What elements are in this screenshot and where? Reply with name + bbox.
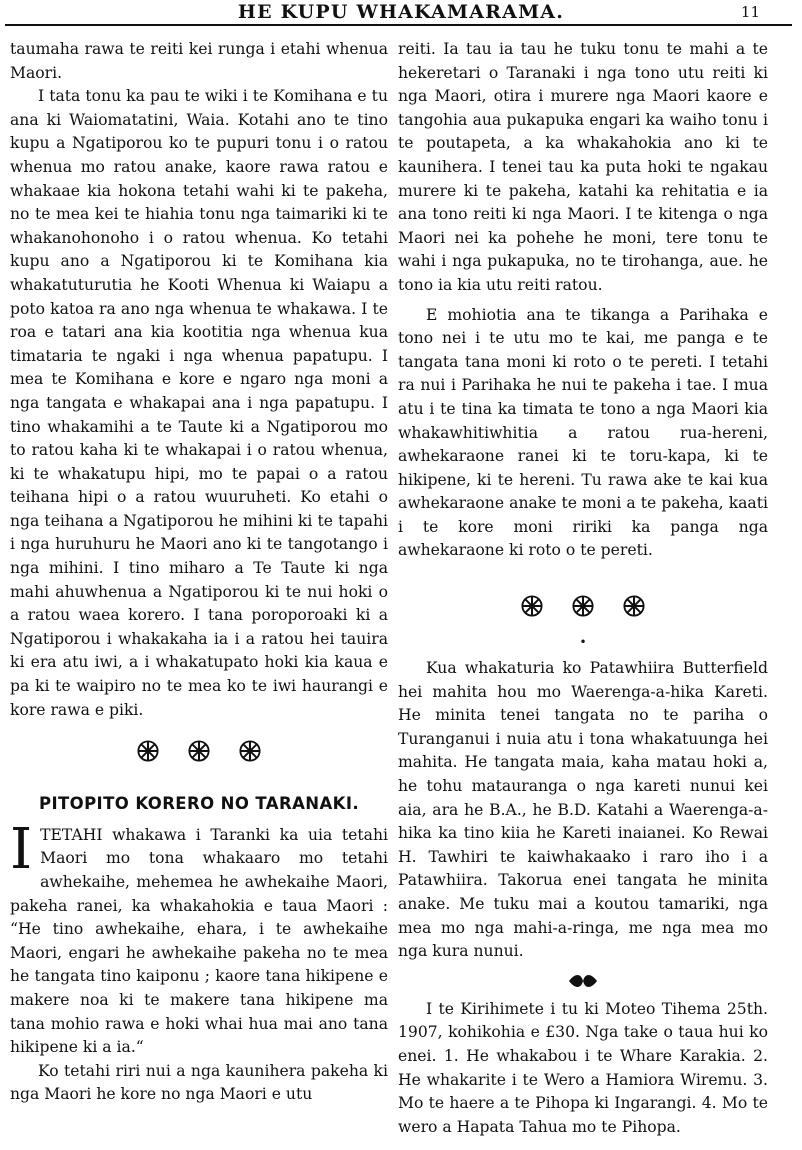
drop-cap: I (10, 816, 33, 882)
leaf-ornament-icon (567, 972, 599, 990)
paragraph: Ko tetahi riri nui a nga kaunihera pakeha ki nga Maori he kore no nga Maori e utu (10, 1061, 388, 1104)
right-column (398, 38, 768, 1139)
header-rule (5, 24, 792, 26)
page-number: 11 (740, 3, 760, 21)
rosette-icon (521, 595, 543, 617)
paragraph: reiti. Ia tau ia tau he tuku tonu te mahi a te hekeretari o Taranaki i nga tono utu reiti ki nga Maori, otira i murere nga Maori kaore e tangohia aua pukapuka engari ka waiho tonu i te poutapeta, a ka whakahokia ano ki te kaunihera. I tenei tau ka puta hoki te ngakau murere ki te pakeha, katahi ka rehitatia e ia ana tono reiti ki nga Maori. I te kitenga o nga Maori nei ka pohehe he moni, tere tonu te wahi i nga pukapuka, no te tirohanga, aue. he tono ia kia utu reiti ratou. (398, 40, 768, 294)
leaf-ornament-row (398, 964, 768, 998)
page-title: HE KUPU WHAKAMARAMA. (237, 1, 565, 23)
paragraph: Kua whakaturia ko Patawhiira Butterfield hei mahita hou mo Waerenga-a-hika Kareti. He minita tenei tangata no te pariha o Turanganui i nuia atu i tona whakatuunga hei mahita. He tangata maia, kaha matau hoki a, he tohu matauranga o nga kareti nunui kei aia, ara he B.A., he B.D. Katahi a Waerenga-a-hika ka tino kiia he Kareti inaianei. Ko Rewai H. Tawhiri te kaiwhakaako i raro iho i a Patawhiira. Takorua enei tangata he minita anake. Me tuku mai a koutou tamariki, nga mea mo nga mahi-a-ringa, me nga mea mo nga kura nunui. (398, 659, 768, 961)
paragraph: taumaha rawa te reiti kei runga i etahi whenua Maori. (10, 40, 388, 82)
left-column (10, 38, 388, 1107)
rosette-icon (137, 740, 159, 762)
paragraph-text: TETAHI whakawa i Taranki ka uia tetahi Maori mo tona whakaaro mo tetahi awhekaihe, mehemea he awhekaihe Maori, pakeha ranei, ka whakahokia e taua Maori : “He tino awhekaihe, ehara, i te awhekaihe Maori, engari he awhekaihe pakeha no te mea he tangata tino kaiponu ; kaore tana hikipene e makere noa ki te makere tana hikipene ma tana mohio rawa e hoki whai hua mai ano tana hikipene ki a ia.“ (10, 825, 388, 1057)
section-title: PITOPITO KORERO NO TARANAKI. (38, 794, 360, 814)
paragraph: I tata tonu ka pau te wiki i te Komihana e tu ana ki Waiomatatini, Waia. Kotahi ano te tino kupu a Ngatiporou ko te pupuri tonu i o ratou whenua mo ratou anake, kaore rawa ratou e whakaae kia hokona tetahi wahi ki te pakeha, no te mea kei te hiahia tonu nga taimariki ki te whakanohonoho i o ratou whenua. Ko tetahi kupu ano a Ngatiporou ki te Komihana kia whakatuturutia he Kooti Whenua ki Waiapu a poto katoa ra ano nga whenua te whakawa. I te roa e tatari ana kia kootitia nga whenua kua timataria te ngaki i nga whenua papatupu. I mea te Komihana e kore e ngaro nga moni a nga tangata e whakapai ana i nga papatupu. I tino whakamihi a te Taute ki a Ngatiporou mo to ratou kaha ki te whakapai i o ratou whenua, ki te whakatupu hipi, mo te papai o a ratou teihana hipi o a ratou wuuruheti. Ko etahi o nga teihana a Ngatiporou he mihini ki te tapahi i nga huruhuru he Maori ano ki te tangotango i nga mihini. I tino miharo a Te Taute ki nga mahi ahuwhenua a Ngatiporou ki te nui hoki o a ratou waea korero. I tana poroporoaki ki a Ngatiporou i whakakaha ia i a ratou hei tauira ki era atu iwi, a i whakatupato hoki kia kaua e pa ki te waipiro no te mea ko te iwi haurangi e kore rawa e piki. (10, 87, 388, 719)
rosette-icon (188, 740, 210, 762)
paragraph: I te Kirihimete i tu ki Moteo Tihema 25th. 1907, kohikohia e £30. Nga take o taua hui ko enei. 1. He whakabou i te Whare Karakia. 2. He whakarite i te Wero a Hamiora Wiremu. 3. Mo te haere a te Pihopa ki Ingarangi. 4. Mo te wero a Hapata Tahua mo te Pihopa. (398, 999, 768, 1136)
rosette-ornament-row (398, 585, 768, 637)
rosette-ornament-row (10, 730, 388, 782)
page-header (0, 0, 802, 30)
rosette-icon (572, 595, 594, 617)
paragraph: E mohiotia ana te tikanga a Parihaka e tono nei i te utu mo te kai, me panga e te tangata tana moni ki roto o te pereti. I tetahi ra nui i Parihaka he nui te pakeha i tae. I mua atu i te tina ka timata te tono a nga Maori kia whakawhitiwhitia a ratou rua-hereni, awhekaraone ranei ki te toru-kapa, ki te hikipene, ki te hereni. Tu rawa ake te kai kua awhekaraone anake te moni a te pakeha, kaati i te kore moni ririki ka panga nga awhekaraone ki roto o te pereti. (398, 305, 768, 560)
rosette-icon (623, 595, 645, 617)
paragraph-with-dropcap (10, 816, 388, 1060)
dot-ornament: • (579, 635, 587, 650)
rosette-icon (239, 740, 261, 762)
